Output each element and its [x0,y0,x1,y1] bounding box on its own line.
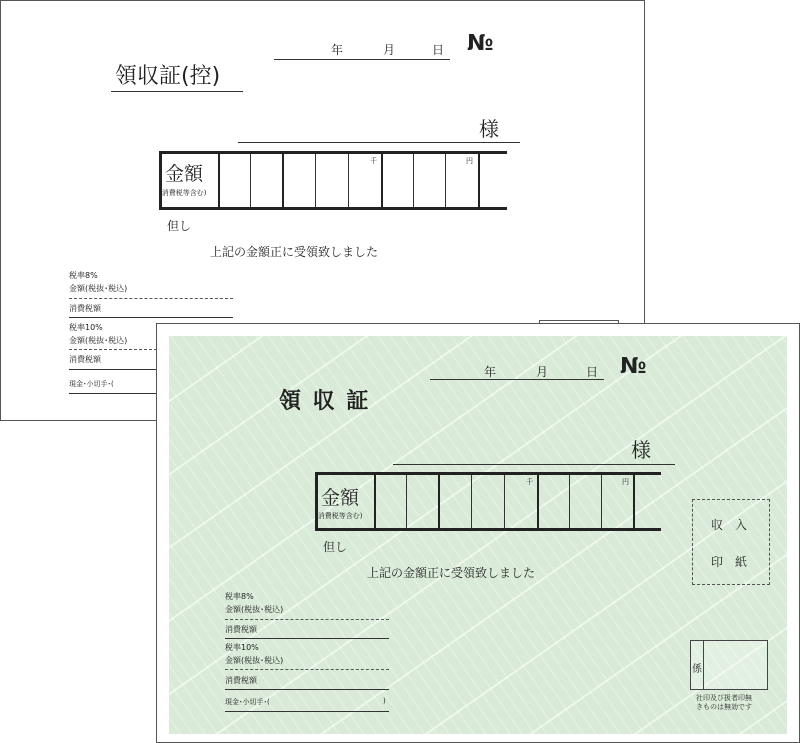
date-line [274,59,450,60]
seal-note-line-2: きものは無効です [696,703,752,711]
seal-note-line-1: 社印及び扱者印無 [696,694,752,702]
payment-method-close: ) [383,697,386,705]
date-day-label: 日 [586,365,599,379]
unit-yen: 円 [622,478,629,486]
date-day-label: 日 [432,43,445,57]
tax-rate-10: 税率10% [225,643,259,652]
amount-label: 金額 [321,487,360,509]
number-mark: № [467,31,494,56]
purpose-label: 但し [167,219,192,233]
date-month-label: 月 [383,43,396,57]
payment-method: 現金･小切手･( [225,698,270,706]
date-line [430,379,604,380]
consumption-tax-10: 消費税額 [69,355,101,364]
receipt-copy-title: 領収証(控) [115,64,221,89]
clerk-label: 係 [692,664,702,675]
honorific-sama: 様 [631,438,651,462]
unit-yen: 円 [466,157,473,165]
tax-rate-8: 税率8% [69,271,98,280]
receipt-confirmation: 上記の金額正に受領致しました [367,566,536,580]
number-mark: № [620,354,647,379]
unit-thousand: 千 [370,157,377,165]
amount-grid [159,151,507,210]
amount-tax-note: (消費税等含む) [315,512,363,520]
tax-rate-10: 税率10% [69,323,103,332]
tax-amount-8: 金額(税抜･税込) [225,605,284,614]
tax-rate-8: 税率8% [225,592,254,601]
amount-tax-note: (消費税等含む) [159,189,207,197]
tax-amount-8: 金額(税抜･税込) [69,284,128,293]
payer-name-line [393,464,675,465]
receipt-sheet [156,323,800,743]
purpose-label: 但し [323,540,348,554]
revenue-stamp-label-2: 印 紙 [711,555,748,569]
amount-grid [315,472,661,531]
payer-name-line [238,142,520,143]
consumption-tax-8: 消費税額 [225,625,257,634]
tax-amount-10: 金額(税抜･税込) [225,656,284,665]
receipt-confirmation: 上記の金額正に受領致しました [210,245,379,259]
revenue-stamp-label-1: 収 入 [711,518,748,532]
amount-label: 金額 [165,163,204,185]
payment-method: 現金･小切手･( [69,380,114,388]
date-year-label: 年 [484,365,497,379]
title-underline [111,91,243,92]
consumption-tax-10: 消費税額 [225,676,257,685]
clerk-seal-box [690,640,768,690]
revenue-stamp-box [692,499,770,585]
honorific-sama: 様 [479,117,499,141]
tax-amount-10: 金額(税抜･税込) [69,336,128,345]
date-month-label: 月 [536,365,549,379]
unit-thousand: 千 [526,478,533,486]
receipt-title: 領 収 証 [279,389,371,414]
consumption-tax-8: 消費税額 [69,304,101,313]
date-year-label: 年 [331,43,344,57]
